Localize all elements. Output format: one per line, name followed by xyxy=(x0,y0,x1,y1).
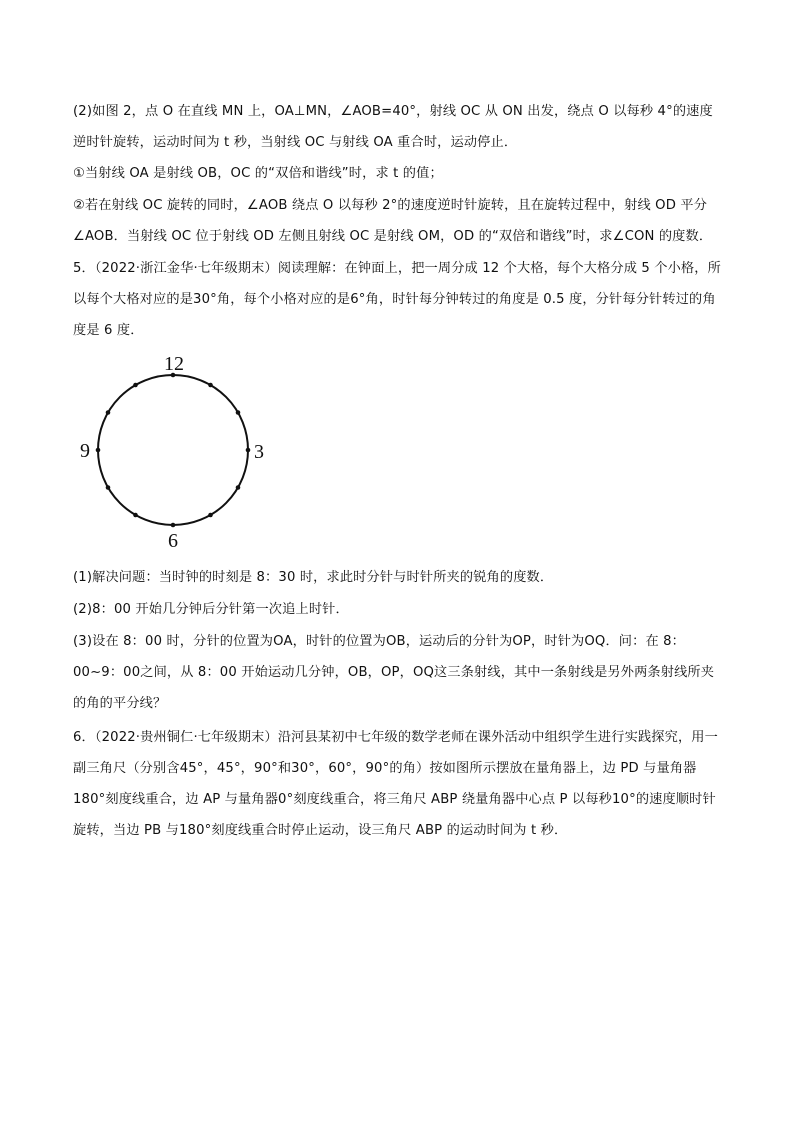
tick-2 xyxy=(236,410,241,415)
problem4-sub1 xyxy=(73,158,723,189)
clock-face-figure xyxy=(70,350,280,550)
tick-8 xyxy=(106,485,111,490)
problem6 xyxy=(73,722,723,846)
problem4-part2-text: (2)如图 2，点 O 在直线 MN 上，OA⊥MN，∠AOB=40°，射线 OC 从 ON 出发，绕点 O 以每秒 4°的速度逆时针旋转，运动时间为 t 秒，当射线 OC 与射线 OA 重合时，运动停止． xyxy=(73,104,713,150)
problem4-sub2 xyxy=(73,190,723,252)
problem5-intro-text: 5．（2022·浙江金华·七年级期末）阅读理解：在钟面上，把一周分成 12 个大格，每个大格分成 5 个小格，所以每个大格对应的是30°角，每个小格对应的是6°角，时针每分钟转过的角度是 0.5 度，分针每分针转过的角度是 6 度． xyxy=(73,261,721,338)
problem5-q2 xyxy=(73,594,723,625)
tick-10 xyxy=(106,410,111,415)
tick-3 xyxy=(246,448,251,453)
clock-label-9: 9 xyxy=(80,440,90,462)
tick-9 xyxy=(96,448,101,453)
problem5-q1-text: (1)解决问题：当时钟的时刻是 8：30 时，求此时分针与时针所夹的锐角的度数． xyxy=(73,570,554,585)
clock-label-3: 3 xyxy=(254,441,264,463)
tick-7 xyxy=(133,513,138,518)
problem5-intro xyxy=(73,253,723,346)
tick-11 xyxy=(133,383,138,388)
clock-label-6: 6 xyxy=(168,530,178,550)
clock-label-12: 12 xyxy=(164,353,184,375)
problem5-q3-text: (3)设在 8：00 时，分针的位置为OA，时针的位置为OB，运动后的分针为OP，时针为OQ．问：在 8：00~9：00之间，从 8：00 开始运动几分钟，OB，OP，OQ这三条射线，其中一条射线是另外两条射线所夹的角的平分线？ xyxy=(73,634,715,711)
problem5-q3 xyxy=(73,626,723,719)
tick-6 xyxy=(171,523,176,528)
clock-tick-dots xyxy=(96,373,251,528)
tick-4 xyxy=(236,485,241,490)
problem5-q1 xyxy=(73,562,723,593)
problem6-text: 6．（2022·贵州铜仁·七年级期末）沿河县某初中七年级的数学老师在课外活动中组织学生进行实践探究，用一副三角尺（分别含45°，45°，90°和30°，60°，90°的角）按如图所示摆放在量角器上，边 PD 与量角器180°刻度线重合，边 AP 与量角器0°刻度线重合，将三角尺 ABP 绕量角器中心点 P 以每秒10°的速度顺时针旋转，当边 PB 与180°刻度线重合时停止运动，设三角尺 ABP 的运动时间为 t 秒． xyxy=(73,730,718,838)
problem4-sub2-text: ②若在射线 OC 旋转的同时，∠AOB 绕点 O 以每秒 2°的速度逆时针旋转，且在旋转过程中，射线 OD 平分∠AOB．当射线 OC 位于射线 OD 左侧且射线 OC 是射线 OM，OD 的“双倍和谐线”时，求∠CON 的度数． xyxy=(73,198,713,244)
problem4-part2 xyxy=(73,96,723,158)
tick-1 xyxy=(208,383,213,388)
tick-5 xyxy=(208,513,213,518)
clock-circle xyxy=(98,375,248,525)
problem5-q2-text: (2)8：00 开始几分钟后分针第一次追上时针． xyxy=(73,602,349,617)
problem4-sub1-text: ①当射线 OA 是射线 OB，OC 的“双倍和谐线”时，求 t 的值； xyxy=(73,166,443,181)
